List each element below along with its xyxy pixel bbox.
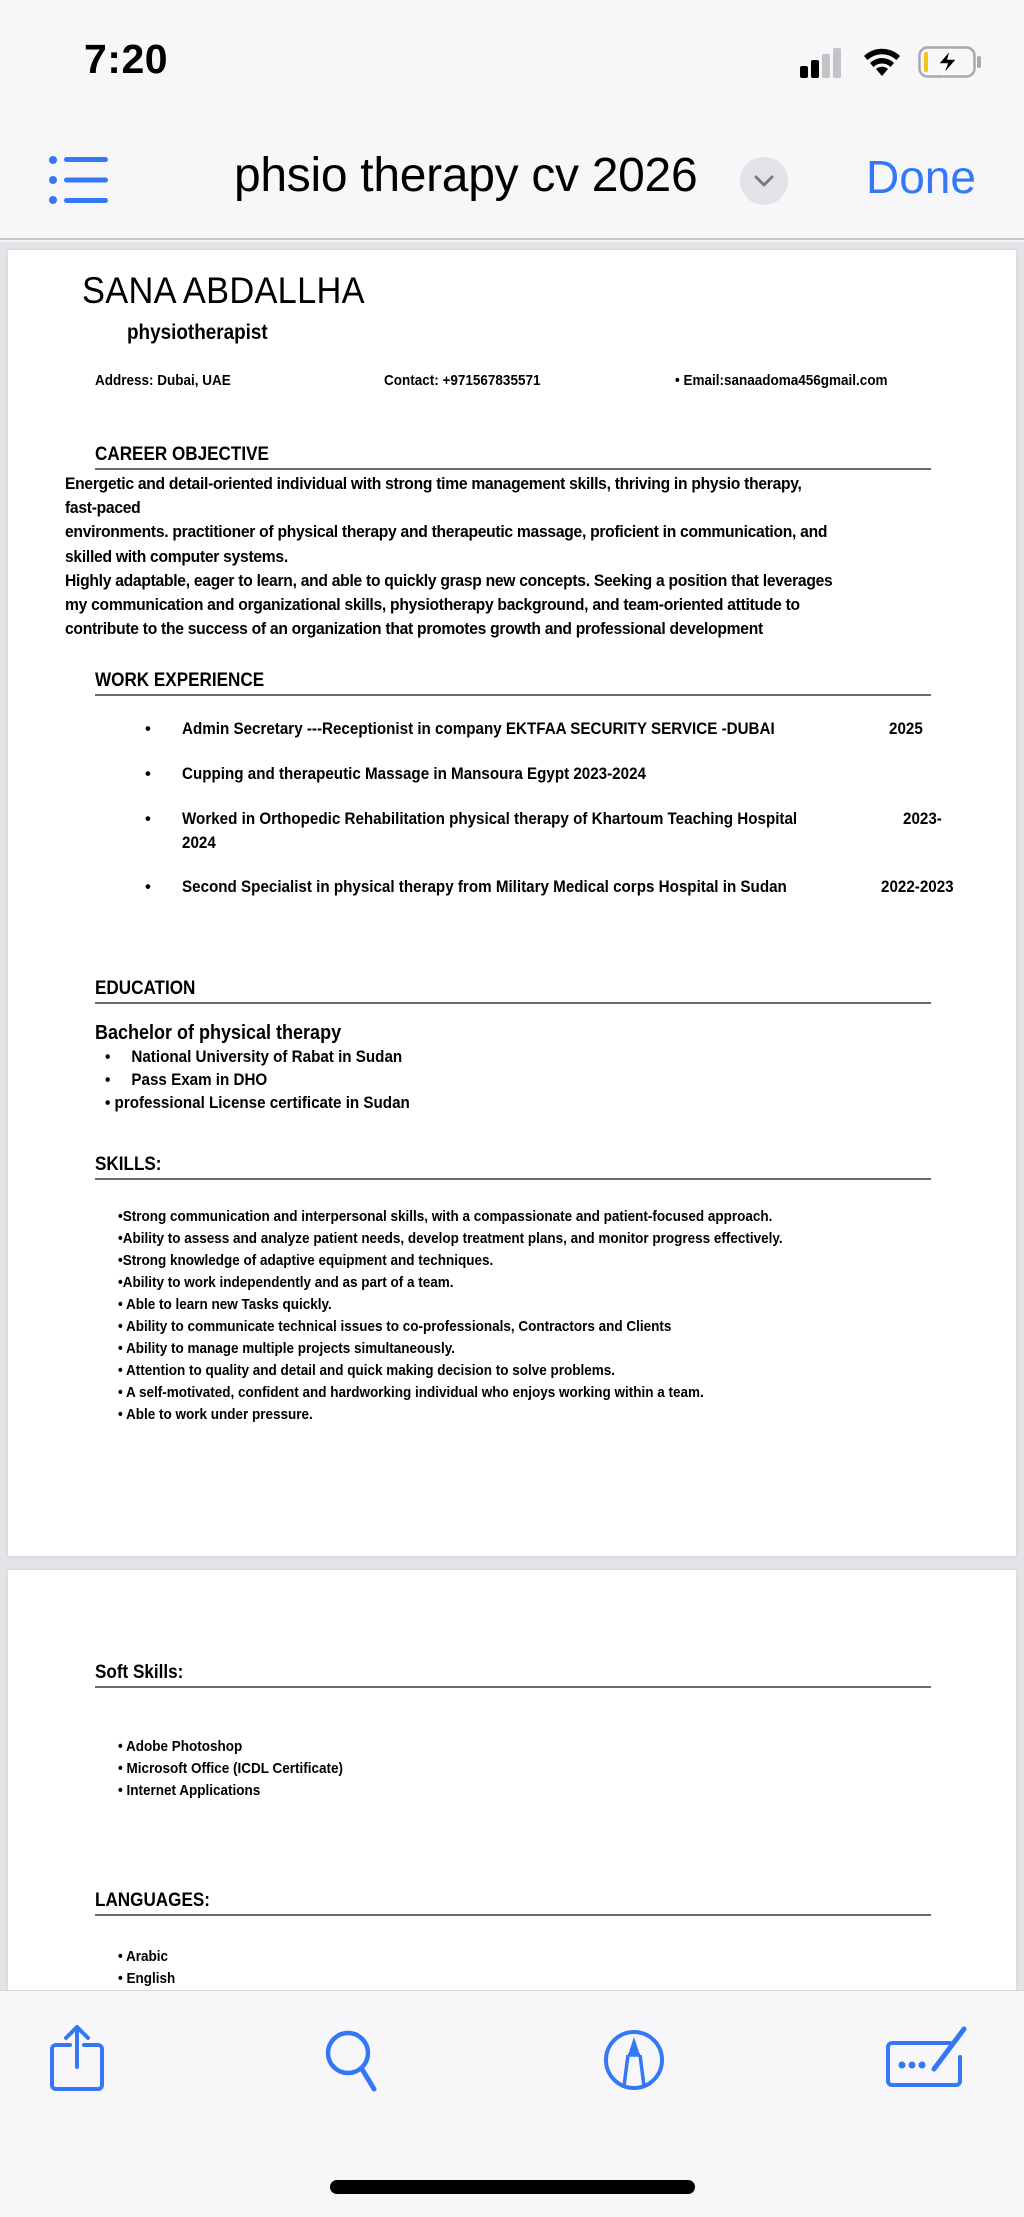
share-icon[interactable]: [42, 2023, 112, 2093]
skill-item: •Strong communication and interpersonal skills, with a compassionate and patient-focused approach.: [118, 1208, 773, 1225]
skill-item: • Ability to manage multiple projects simultaneously.: [118, 1340, 456, 1357]
section-heading-text: Soft Skills:: [95, 1662, 184, 1683]
paragraph-line: skilled with computer systems.: [65, 546, 288, 566]
done-button[interactable]: Done: [866, 151, 976, 203]
skill-item: • Ability to communicate technical issues to co-professionals, Contractors and Clients: [118, 1318, 672, 1335]
work-item-text: Admin Secretary ---Receptionist in company EKTFAA SECURITY SERVICE -DUBAI: [182, 720, 775, 738]
bullet: •: [145, 878, 151, 896]
document-title[interactable]: phsio therapy cv 2026: [234, 149, 698, 202]
paragraph-line: contribute to the success of an organization that promotes growth and professional development: [65, 619, 763, 639]
work-item-text: Worked in Orthopedic Rehabilitation physical therapy of Khartoum Teaching Hospital: [182, 810, 798, 828]
document-viewer[interactable]: [0, 242, 1024, 1990]
section-heading-languages: [95, 1890, 931, 1916]
signature-icon[interactable]: [884, 2023, 974, 2093]
soft-skill-item: • Microsoft Office (ICDL Certificate): [118, 1760, 344, 1777]
paragraph-line: fast-paced: [65, 498, 141, 518]
contact-phone: Contact: +971567835571: [384, 372, 541, 389]
paragraph-line: Energetic and detail-oriented individual with strong time management skills, thriving in physio therapy,: [65, 474, 802, 493]
soft-skill-item: • Adobe Photoshop: [118, 1738, 243, 1755]
section-heading-soft-skills: [95, 1662, 931, 1688]
document-page-1: [8, 250, 1016, 1556]
section-heading-education: [95, 978, 931, 1004]
contact-email: • Email:sanaadoma456gmail.com: [675, 372, 888, 389]
work-item-year: 2025: [889, 720, 923, 738]
career-objective-text: [65, 472, 965, 641]
contact-address: Address: Dubai, UAE: [95, 372, 231, 389]
section-heading-text: SKILLS:: [95, 1154, 162, 1175]
language-item: • Arabic: [118, 1948, 169, 1965]
education-item: • Pass Exam in DHO: [105, 1071, 268, 1089]
bullet: •: [145, 765, 151, 783]
title-menu-button[interactable]: [740, 157, 788, 205]
battery-charging-icon: [918, 46, 982, 78]
document-page-2: [8, 1570, 1016, 1990]
skill-item: • Attention to quality and detail and quick making decision to solve problems.: [118, 1362, 616, 1379]
section-heading-career-objective: [95, 444, 931, 470]
status-bar: [0, 0, 1024, 120]
work-item-text: Second Specialist in physical therapy from Military Medical corps Hospital in Sudan: [182, 878, 787, 896]
section-heading-text: WORK EXPERIENCE: [95, 670, 265, 691]
section-heading-text: EDUCATION: [95, 978, 196, 999]
paragraph-line: my communication and organizational skills, physiotherapy background, and team-oriented attitude to: [65, 595, 800, 615]
section-heading-text: LANGUAGES:: [95, 1890, 210, 1911]
list-icon[interactable]: [48, 155, 112, 205]
education-item: • professional License certificate in Sudan: [105, 1094, 410, 1112]
skill-item: • Able to work under pressure.: [118, 1406, 313, 1423]
section-heading-work-experience: [95, 670, 931, 696]
bullet: •: [145, 720, 151, 738]
section-heading-skills: [95, 1154, 931, 1180]
search-icon[interactable]: [318, 2023, 388, 2093]
status-time: 7:20: [84, 36, 169, 82]
home-indicator[interactable]: [330, 2180, 695, 2194]
navigation-bar: [0, 120, 1024, 240]
skill-item: •Strong knowledge of adaptive equipment and techniques.: [118, 1252, 494, 1269]
markup-icon[interactable]: [599, 2023, 669, 2093]
education-item: • National University of Rabat in Sudan: [105, 1048, 403, 1066]
wifi-icon: [862, 44, 902, 78]
skill-item: •Ability to work independently and as part of a team.: [118, 1274, 454, 1291]
soft-skill-item: • Internet Applications: [118, 1782, 261, 1799]
skill-item: •Ability to assess and analyze patient needs, develop treatment plans, and monitor progress effectively.: [118, 1230, 783, 1247]
paragraph-line: Highly adaptable, eager to learn, and able to quickly grasp new concepts. Seeking a position that leverages: [65, 570, 833, 590]
skill-item: • A self-motivated, confident and hardworking individual who enjoys working within a team.: [118, 1384, 704, 1401]
section-heading-text: CAREER OBJECTIVE: [95, 444, 269, 465]
work-item-text: Cupping and therapeutic Massage in Mansoura Egypt 2023-2024: [182, 765, 646, 783]
work-item-year: 2022-2023: [881, 878, 954, 896]
paragraph-line: environments. practitioner of physical therapy and therapeutic massage, proficient in communication, and: [65, 522, 828, 542]
chevron-down-icon: [753, 174, 775, 188]
candidate-name: SANA ABDALLHA: [82, 270, 365, 311]
work-item-year: 2023-: [903, 810, 942, 828]
cellular-signal-icon: [800, 48, 850, 78]
bullet: •: [145, 810, 151, 828]
candidate-role: physiotherapist: [127, 321, 268, 344]
language-item: • English: [118, 1970, 176, 1987]
skill-item: • Able to learn new Tasks quickly.: [118, 1296, 332, 1313]
work-item-year-continued: 2024: [182, 834, 216, 852]
education-degree: Bachelor of physical therapy: [95, 1022, 342, 1044]
